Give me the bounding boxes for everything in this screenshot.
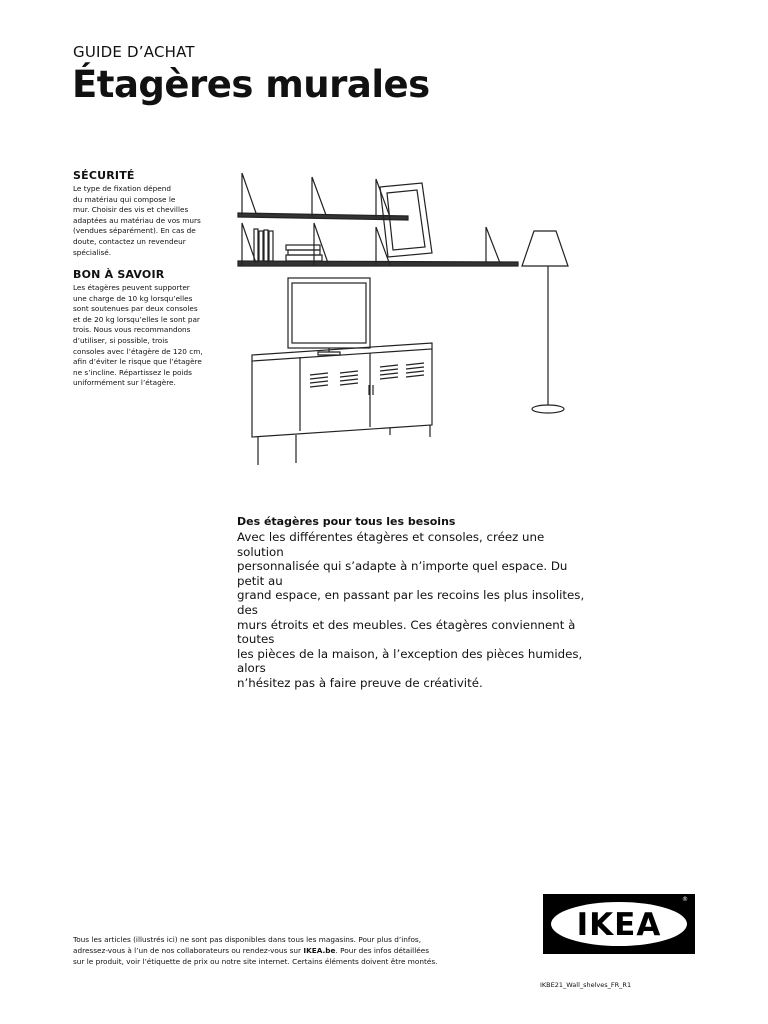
intro-line: les pièces de la maison, à l’exception des pièces humides, alors xyxy=(237,646,583,676)
ikea-website-link[interactable]: IKEA.be xyxy=(303,945,336,955)
safety-heading: SÉCURITÉ xyxy=(73,169,135,182)
good-to-know-line: uniformément sur l’étagère. xyxy=(73,378,176,388)
good-to-know-line: d’utiliser, si possible, trois xyxy=(73,335,169,345)
footer-line: adressez-vous à l’un de nos collaborateurs ou rendez-vous sur IKEA.be. Pour des infos détaillées xyxy=(73,945,430,955)
good-to-know-text xyxy=(73,283,213,389)
guide-kicker: GUIDE D’ACHAT xyxy=(73,43,195,61)
television xyxy=(288,278,370,355)
safety-line: adaptées au matériau de vos murs xyxy=(73,215,201,225)
intro-line: Avec les différentes étagères et consoles, créez une solution xyxy=(237,530,545,559)
floor-lamp xyxy=(522,231,568,413)
books xyxy=(254,229,322,261)
intro-line: grand espace, en passant par les recoins les plus insolites, des xyxy=(237,588,585,617)
intro-line: n’hésitez pas à faire preuve de créativité. xyxy=(237,675,483,690)
good-to-know-line: afin d’éviter le risque que l’étagère xyxy=(73,357,202,367)
intro-line: personnalisée qui s’adapte à n’importe quel espace. Du petit au xyxy=(237,559,568,588)
document-reference: IKBE21_Wall_shelves_FR_R1 xyxy=(540,981,632,989)
safety-text xyxy=(73,184,213,258)
intro-line: murs étroits et des meubles. Ces étagères conviennent à toutes xyxy=(237,617,576,647)
room-illustration xyxy=(230,165,580,467)
good-to-know-line: ne s’incline. Répartissez le poids xyxy=(73,367,192,377)
lower-shelf xyxy=(238,261,518,266)
footer-line: Tous les articles (illustrés ici) ne sont pas disponibles dans tous les magasins. Pour plus d’infos, xyxy=(73,935,422,944)
logo-wordmark: IKEA xyxy=(576,907,662,943)
safety-line: du matériau qui compose le xyxy=(73,194,176,204)
safety-line: doute, contactez un revendeur xyxy=(73,236,186,246)
good-to-know-line: sont soutenues par deux consoles xyxy=(73,304,198,314)
safety-line: spécialisé. xyxy=(73,247,112,257)
good-to-know-line: consoles avec l’étagère de 120 cm, xyxy=(73,346,203,356)
good-to-know-line: une charge de 10 kg lorsqu’elles xyxy=(73,293,193,303)
ikea-logo xyxy=(543,894,695,954)
good-to-know-line: Les étagères peuvent supporter xyxy=(73,283,190,292)
good-to-know-line: trois. Nous vous recommandons xyxy=(73,325,191,335)
page-title: Étagères murales xyxy=(72,63,430,106)
safety-line: Le type de fixation dépend xyxy=(73,184,171,193)
tv-bench xyxy=(252,343,432,465)
footer-line: sur le produit, voir l’étiquette de prix ou notre site internet. Certains éléments doivent être montés. xyxy=(73,956,438,966)
intro-heading: Des étagères pour tous les besoins xyxy=(237,515,456,528)
safety-line: (vendues séparément). En cas de xyxy=(73,226,196,236)
registered-mark: ® xyxy=(682,896,688,903)
logo-oval xyxy=(551,902,687,946)
footer-disclaimer xyxy=(73,935,453,967)
safety-line: mur. Choisir des vis et chevilles xyxy=(73,205,189,215)
good-to-know-line: et de 20 kg lorsqu’elles le sont par xyxy=(73,314,200,324)
good-to-know-heading: BON À SAVOIR xyxy=(73,268,165,281)
intro-body xyxy=(237,530,587,691)
